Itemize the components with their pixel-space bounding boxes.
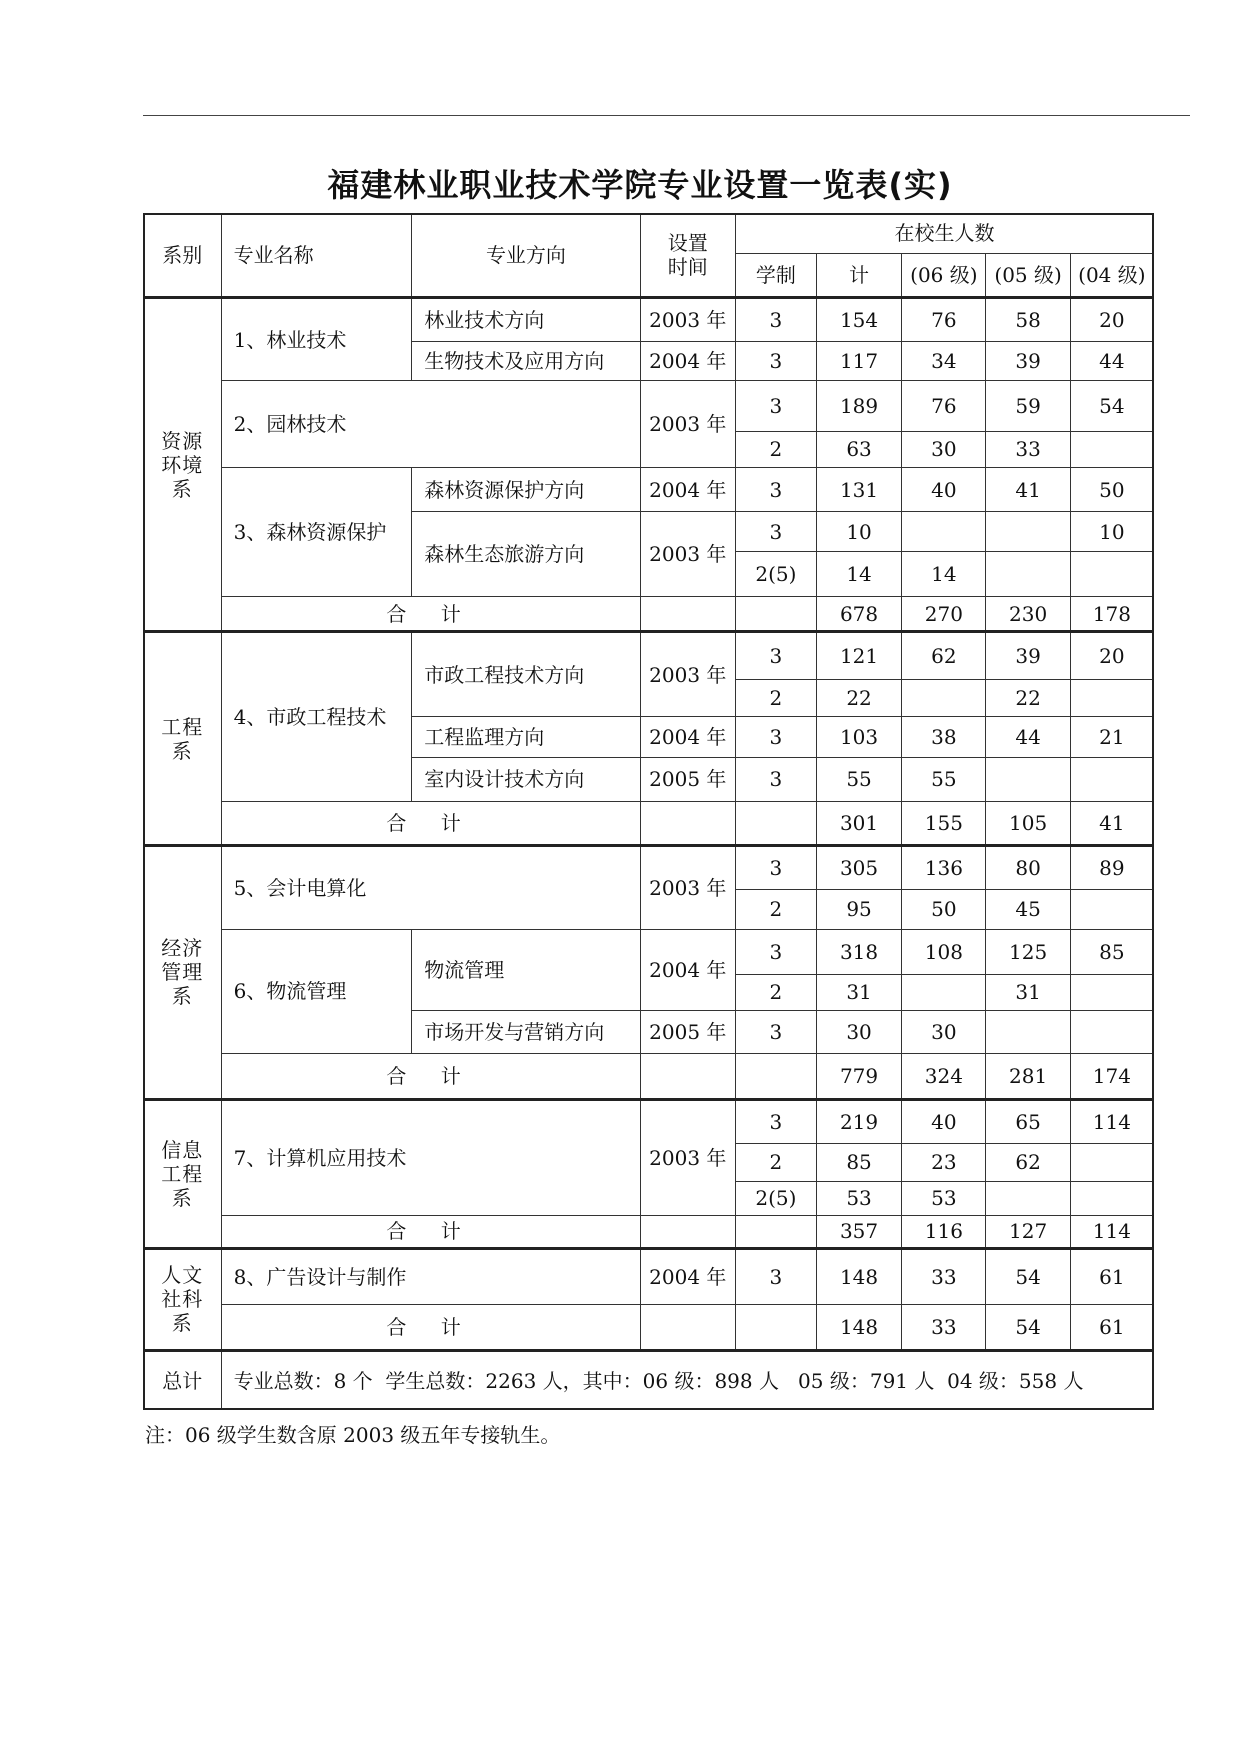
subtotal-row [144, 1216, 1154, 1248]
system-cell: 3 [735, 757, 816, 801]
g04-cell [1070, 431, 1153, 468]
direction-cell: 市场开发与营销方向 [412, 1011, 640, 1054]
total-cell: 103 [816, 717, 901, 758]
g05-cell: 62 [986, 1143, 1070, 1181]
g06-cell: 76 [902, 297, 986, 341]
system-cell: 3 [735, 1100, 816, 1144]
system-cell: 3 [735, 1011, 816, 1054]
g05-cell: 65 [986, 1100, 1070, 1144]
g04-cell: 61 [1070, 1248, 1153, 1305]
time-cell: 2004 年 [640, 1248, 735, 1305]
system-cell: 3 [735, 341, 816, 381]
total-cell: 117 [816, 341, 901, 381]
g04-cell: 114 [1070, 1216, 1153, 1248]
g04-cell: 50 [1070, 468, 1153, 512]
system-cell: 3 [735, 512, 816, 552]
system-cell: 2 [735, 974, 816, 1011]
g05-cell: 22 [986, 679, 1070, 717]
g06-cell: 116 [902, 1216, 986, 1248]
total-cell: 53 [816, 1181, 901, 1216]
table-row [144, 845, 1154, 889]
g04-cell: 20 [1070, 297, 1153, 341]
g05-cell: 33 [986, 431, 1070, 468]
total-cell: 148 [816, 1248, 901, 1305]
header-rule [143, 115, 1190, 116]
total-cell: 131 [816, 468, 901, 512]
g04-cell [1070, 1011, 1153, 1054]
g04-cell [1070, 1181, 1153, 1216]
footnote: 注：06 级学生数含原 2003 级五年专接轨生。 [145, 1423, 561, 1447]
total-cell: 85 [816, 1143, 901, 1181]
subtotal-label: 合 计 [221, 1305, 640, 1351]
g06-cell: 50 [902, 889, 986, 929]
table-row [144, 1248, 1154, 1305]
total-cell: 10 [816, 512, 901, 552]
col-header-total: 计 [816, 253, 901, 297]
grand-total-text: 专业总数：8 个 学生总数：2263 人，其中：06 级：898 人 05 级：791 人 04 级：558 人 [221, 1351, 1153, 1410]
g06-cell [902, 512, 986, 552]
time-cell: 2003 年 [640, 381, 735, 468]
col-header-system: 学制 [735, 253, 816, 297]
major-cell: 4、市政工程技术 [221, 632, 412, 801]
direction-cell: 室内设计技术方向 [412, 757, 640, 801]
g04-cell: 44 [1070, 341, 1153, 381]
system-cell: 2 [735, 889, 816, 929]
table-row [144, 297, 1154, 341]
g06-cell: 53 [902, 1181, 986, 1216]
direction-cell: 林业技术方向 [412, 297, 640, 341]
g06-cell: 108 [902, 929, 986, 974]
subtotal-row [144, 1054, 1154, 1100]
g05-cell: 44 [986, 717, 1070, 758]
system-cell: 3 [735, 632, 816, 679]
system-cell: 3 [735, 717, 816, 758]
direction-cell: 物流管理 [412, 929, 640, 1011]
subtotal-label: 合 计 [221, 1054, 640, 1100]
total-cell: 121 [816, 632, 901, 679]
g06-cell: 155 [902, 801, 986, 845]
g06-cell: 30 [902, 1011, 986, 1054]
g06-cell: 38 [902, 717, 986, 758]
system-cell: 3 [735, 381, 816, 431]
system-cell: 3 [735, 297, 816, 341]
time-cell: 2004 年 [640, 468, 735, 512]
g05-cell: 80 [986, 845, 1070, 889]
time-cell: 2003 年 [640, 845, 735, 929]
subtotal-row [144, 1305, 1154, 1351]
col-header-g05: (05 级) [986, 253, 1070, 297]
majors-table [143, 213, 1154, 1410]
g04-cell: 41 [1070, 801, 1153, 845]
major-cell: 6、物流管理 [221, 929, 412, 1053]
g06-cell: 23 [902, 1143, 986, 1181]
g06-cell: 76 [902, 381, 986, 431]
g06-cell: 14 [902, 551, 986, 596]
g04-cell: 21 [1070, 717, 1153, 758]
grand-total-row [144, 1351, 1154, 1410]
col-header-g04: (04 级) [1070, 253, 1153, 297]
g04-cell: 178 [1070, 596, 1153, 632]
dept-cell: 资源 环境 系 [144, 297, 222, 632]
subtotal-row [144, 596, 1154, 632]
g06-cell [902, 974, 986, 1011]
g04-cell [1070, 551, 1153, 596]
g05-cell: 41 [986, 468, 1070, 512]
g05-cell: 54 [986, 1248, 1070, 1305]
time-cell: 2003 年 [640, 632, 735, 717]
g05-cell: 127 [986, 1216, 1070, 1248]
time-cell: 2004 年 [640, 341, 735, 381]
col-header-students: 在校生人数 [735, 214, 1153, 254]
total-cell: 305 [816, 845, 901, 889]
g06-cell: 136 [902, 845, 986, 889]
total-cell: 95 [816, 889, 901, 929]
table-row [144, 468, 1154, 512]
g06-cell: 55 [902, 757, 986, 801]
col-header-dept: 系别 [144, 214, 222, 298]
subtotal-label: 合 计 [221, 801, 640, 845]
major-cell: 7、计算机应用技术 [221, 1100, 640, 1216]
g05-cell: 125 [986, 929, 1070, 974]
g04-cell [1070, 1143, 1153, 1181]
header-row-1 [144, 214, 1154, 254]
system-cell: 3 [735, 1248, 816, 1305]
total-cell: 30 [816, 1011, 901, 1054]
total-cell: 189 [816, 381, 901, 431]
g04-cell: 89 [1070, 845, 1153, 889]
time-cell: 2004 年 [640, 929, 735, 1011]
g04-cell: 20 [1070, 632, 1153, 679]
g05-cell: 39 [986, 341, 1070, 381]
g04-cell: 10 [1070, 512, 1153, 552]
table-row [144, 929, 1154, 974]
col-header-setup-time: 设置 时间 [640, 214, 735, 298]
table-row [144, 632, 1154, 679]
g06-cell: 33 [902, 1248, 986, 1305]
g06-cell: 33 [902, 1305, 986, 1351]
g06-cell: 62 [902, 632, 986, 679]
total-cell: 22 [816, 679, 901, 717]
g05-cell: 105 [986, 801, 1070, 845]
system-cell: 2 [735, 431, 816, 468]
dept-cell: 经济 管理 系 [144, 845, 222, 1099]
page-title: 福建林业职业技术学院专业设置一览表(实) [327, 166, 953, 204]
major-cell: 5、会计电算化 [221, 845, 640, 929]
total-cell: 779 [816, 1054, 901, 1100]
major-cell: 1、林业技术 [221, 297, 412, 381]
total-cell: 357 [816, 1216, 901, 1248]
g05-cell: 281 [986, 1054, 1070, 1100]
dept-cell: 信息 工程 系 [144, 1100, 222, 1249]
g06-cell: 324 [902, 1054, 986, 1100]
g06-cell: 30 [902, 431, 986, 468]
major-cell: 8、广告设计与制作 [221, 1248, 640, 1305]
system-cell: 2(5) [735, 1181, 816, 1216]
dept-cell: 人文 社科 系 [144, 1248, 222, 1351]
g06-cell: 34 [902, 341, 986, 381]
col-header-g06: (06 级) [902, 253, 986, 297]
g06-cell: 40 [902, 468, 986, 512]
total-cell: 301 [816, 801, 901, 845]
g04-cell [1070, 974, 1153, 1011]
total-cell: 148 [816, 1305, 901, 1351]
g06-cell [902, 679, 986, 717]
subtotal-row [144, 801, 1154, 845]
dept-cell: 工程 系 [144, 632, 222, 845]
g05-cell: 59 [986, 381, 1070, 431]
direction-cell: 工程监理方向 [412, 717, 640, 758]
total-cell: 678 [816, 596, 901, 632]
g05-cell: 54 [986, 1305, 1070, 1351]
g05-cell: 230 [986, 596, 1070, 632]
g05-cell: 45 [986, 889, 1070, 929]
total-cell: 31 [816, 974, 901, 1011]
time-cell: 2004 年 [640, 717, 735, 758]
col-header-direction: 专业方向 [412, 214, 640, 298]
direction-cell: 市政工程技术方向 [412, 632, 640, 717]
table-row [144, 1100, 1154, 1144]
g04-cell: 114 [1070, 1100, 1153, 1144]
table-row [144, 381, 1154, 431]
g04-cell: 174 [1070, 1054, 1153, 1100]
total-cell: 318 [816, 929, 901, 974]
system-cell: 2 [735, 1143, 816, 1181]
g05-cell: 39 [986, 632, 1070, 679]
g04-cell [1070, 757, 1153, 801]
col-header-major: 专业名称 [221, 214, 412, 298]
total-cell: 55 [816, 757, 901, 801]
g04-cell [1070, 679, 1153, 717]
g05-cell [986, 1011, 1070, 1054]
subtotal-label: 合 计 [221, 1216, 640, 1248]
g05-cell [986, 757, 1070, 801]
g05-cell: 31 [986, 974, 1070, 1011]
system-cell: 2(5) [735, 551, 816, 596]
time-cell: 2005 年 [640, 1011, 735, 1054]
time-cell: 2003 年 [640, 297, 735, 341]
system-cell: 3 [735, 845, 816, 889]
direction-cell: 森林资源保护方向 [412, 468, 640, 512]
g05-cell: 58 [986, 297, 1070, 341]
g05-cell [986, 551, 1070, 596]
grand-total-label: 总计 [144, 1351, 222, 1410]
direction-cell: 森林生态旅游方向 [412, 512, 640, 597]
total-cell: 219 [816, 1100, 901, 1144]
g06-cell: 270 [902, 596, 986, 632]
g04-cell: 61 [1070, 1305, 1153, 1351]
g04-cell [1070, 889, 1153, 929]
time-cell: 2005 年 [640, 757, 735, 801]
major-cell: 2、园林技术 [221, 381, 640, 468]
system-cell: 3 [735, 468, 816, 512]
major-cell: 3、森林资源保护 [221, 468, 412, 597]
system-cell: 3 [735, 929, 816, 974]
total-cell: 154 [816, 297, 901, 341]
g04-cell: 54 [1070, 381, 1153, 431]
g05-cell [986, 512, 1070, 552]
time-cell: 2003 年 [640, 1100, 735, 1216]
g05-cell [986, 1181, 1070, 1216]
direction-cell: 生物技术及应用方向 [412, 341, 640, 381]
system-cell: 2 [735, 679, 816, 717]
total-cell: 63 [816, 431, 901, 468]
time-cell: 2003 年 [640, 512, 735, 597]
g06-cell: 40 [902, 1100, 986, 1144]
subtotal-label: 合 计 [221, 596, 640, 632]
g04-cell: 85 [1070, 929, 1153, 974]
total-cell: 14 [816, 551, 901, 596]
